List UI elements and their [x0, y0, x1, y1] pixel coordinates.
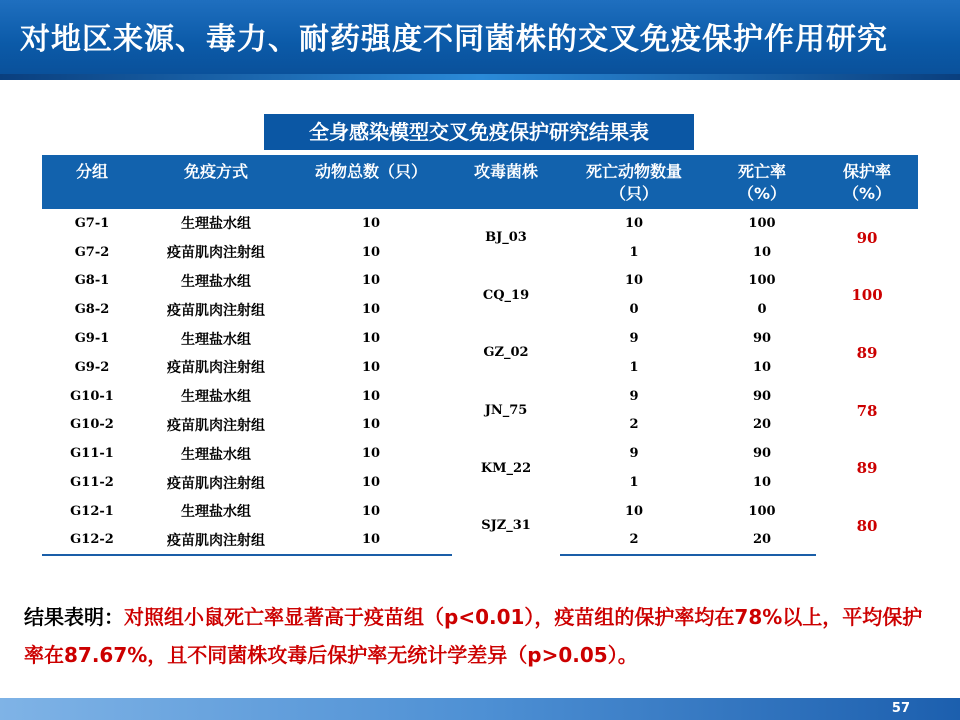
table-row — [42, 497, 918, 526]
header-strain: 攻毒菌株 — [452, 155, 560, 209]
cell-dead: 9 — [629, 388, 639, 404]
cell-protection: 89 — [856, 459, 878, 478]
cell-method: 疫苗肌肉注射组 — [167, 360, 265, 377]
cell-mortality: 0 — [757, 302, 767, 318]
cell-dead: 9 — [629, 331, 639, 347]
header-group: 分组 — [42, 155, 142, 209]
cell-mortality: 100 — [748, 215, 776, 231]
cell-mortality: 10 — [752, 244, 772, 260]
cell-protection: 90 — [856, 228, 878, 247]
cell-group: G9-2 — [74, 359, 110, 375]
cell-group: G12-2 — [42, 526, 142, 555]
cell-total: 10 — [361, 446, 381, 462]
table-row — [42, 209, 918, 238]
cell-dead: 1 — [629, 244, 639, 260]
table-row — [42, 382, 918, 411]
cell-method: 生理盐水组 — [181, 216, 251, 233]
cell-mortality: 90 — [752, 446, 772, 462]
cell-total: 10 — [361, 359, 381, 375]
cell-group: G7-1 — [74, 215, 110, 231]
cell-total: 10 — [361, 331, 381, 347]
header-total: 动物总数（只） — [290, 155, 452, 209]
cell-group: G10-1 — [70, 388, 114, 404]
cell-method: 疫苗肌肉注射组 — [142, 526, 290, 555]
cell-method: 生理盐水组 — [181, 504, 251, 521]
cell-total: 10 — [361, 503, 381, 519]
cell-dead: 1 — [629, 475, 639, 491]
table-row — [42, 267, 918, 296]
cell-mortality: 20 — [752, 417, 772, 433]
cell-protection: 80 — [856, 516, 878, 535]
cell-mortality: 10 — [752, 359, 772, 375]
cell-total: 10 — [290, 526, 452, 555]
cell-dead: 10 — [624, 215, 644, 231]
cell-method: 生理盐水组 — [181, 273, 251, 290]
cell-protection: 89 — [856, 343, 878, 362]
cell-mortality: 100 — [748, 273, 776, 289]
cell-protection: 100 — [851, 286, 883, 305]
cell-method: 疫苗肌肉注射组 — [167, 245, 265, 262]
cell-dead: 1 — [629, 359, 639, 375]
cell-group: G8-2 — [74, 302, 110, 318]
cell-total: 10 — [361, 388, 381, 404]
table-row — [42, 324, 918, 353]
slide-title: 对地区来源、毒力、耐药强度不同菌株的交叉免疫保护作用研究 — [20, 22, 888, 57]
table-row — [42, 439, 918, 468]
cell-strain: BJ_03 — [485, 230, 527, 246]
cell-dead: 2 — [629, 417, 639, 433]
cell-group: G12-1 — [70, 503, 114, 519]
cell-dead: 9 — [629, 446, 639, 462]
page-number: 57 — [891, 701, 910, 716]
header-dead: 死亡动物数量 （只） — [560, 155, 708, 209]
cell-strain: JN_75 — [484, 403, 528, 419]
table-body — [42, 209, 918, 555]
table-caption: 全身感染模型交叉免疫保护研究结果表 — [264, 114, 694, 150]
title-bar — [0, 0, 960, 80]
conclusion-body: 对照组小鼠死亡率显著高于疫苗组（p<0.01），疫苗组的保护率均在78%以上，平均保护率在87.67%，且不同菌株攻毒后保护率无统计学差异（p>0.05）。 — [24, 605, 923, 667]
cell-total: 10 — [361, 244, 381, 260]
cell-group: G8-1 — [74, 273, 110, 289]
cell-method: 生理盐水组 — [181, 446, 251, 463]
table-header-row — [42, 155, 918, 209]
cell-strain: KM_22 — [480, 460, 532, 476]
cell-total: 10 — [361, 215, 381, 231]
cell-mortality: 90 — [752, 331, 772, 347]
header-method: 免疫方式 — [142, 155, 290, 209]
cell-total: 10 — [361, 475, 381, 491]
cell-group: G7-2 — [74, 244, 110, 260]
cell-dead: 10 — [624, 273, 644, 289]
cell-total: 10 — [361, 417, 381, 433]
results-table — [42, 155, 918, 556]
cell-method: 疫苗肌肉注射组 — [167, 475, 265, 492]
cell-method: 生理盐水组 — [181, 389, 251, 406]
cell-protection: 78 — [856, 401, 878, 420]
cell-strain: SJZ_31 — [481, 518, 531, 534]
cell-total: 10 — [361, 273, 381, 289]
cell-group: G11-2 — [70, 475, 114, 491]
cell-group: G10-2 — [70, 417, 114, 433]
header-protection: 保护率 （%） — [816, 155, 918, 209]
cell-method: 疫苗肌肉注射组 — [167, 302, 265, 319]
cell-mortality: 90 — [752, 388, 772, 404]
cell-group: G11-1 — [70, 446, 114, 462]
footer-bar — [0, 698, 960, 720]
cell-mortality: 10 — [752, 475, 772, 491]
cell-strain: GZ_02 — [483, 345, 529, 361]
conclusion-lead: 结果表明： — [24, 605, 124, 629]
conclusion-text — [24, 598, 939, 674]
cell-group: G9-1 — [74, 331, 110, 347]
cell-dead: 10 — [624, 503, 644, 519]
cell-mortality: 20 — [708, 526, 816, 555]
cell-strain: CQ_19 — [482, 287, 530, 303]
cell-total: 10 — [361, 302, 381, 318]
cell-method: 疫苗肌肉注射组 — [167, 417, 265, 434]
cell-dead: 0 — [629, 302, 639, 318]
cell-dead: 2 — [560, 526, 708, 555]
cell-mortality: 100 — [748, 503, 776, 519]
header-mortality: 死亡率 （%） — [708, 155, 816, 209]
cell-method: 生理盐水组 — [181, 331, 251, 348]
